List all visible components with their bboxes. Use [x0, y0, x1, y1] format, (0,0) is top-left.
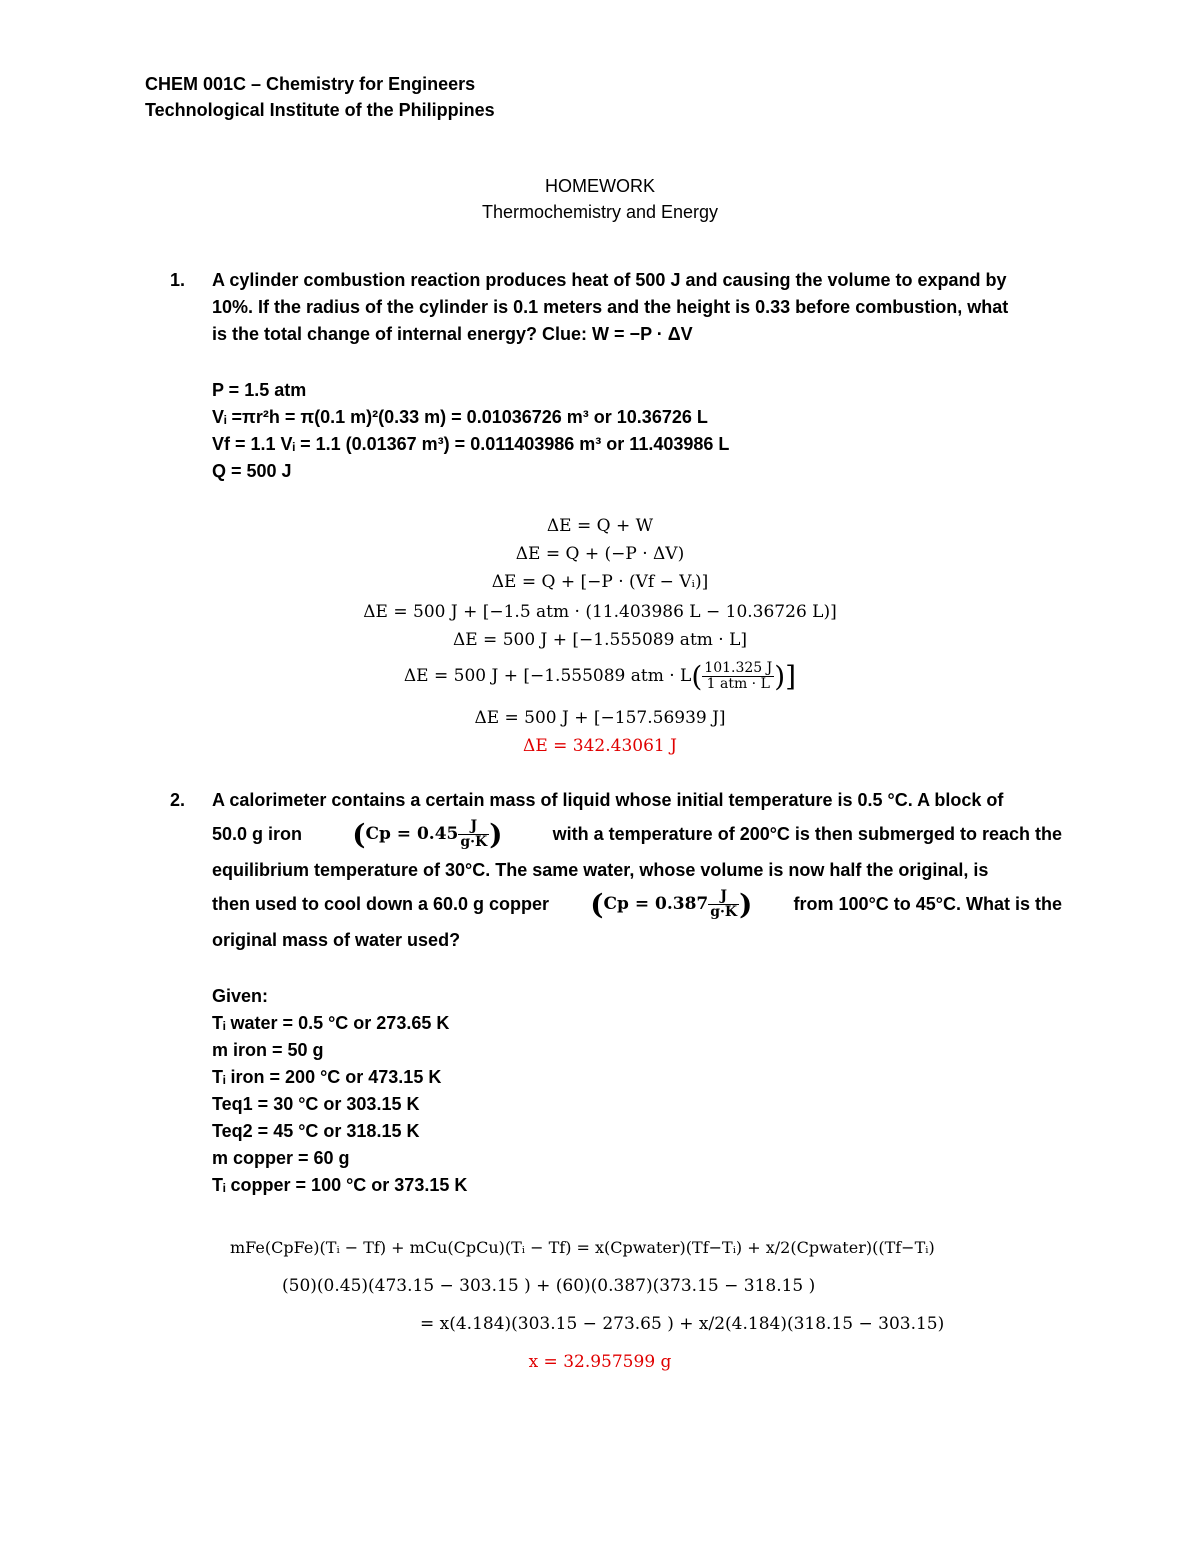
- q1-equation-4: ΔE = 500 J + [−1.5 atm · (11.403986 L − 10.36726 L)]: [363, 602, 837, 622]
- q1-conversion-fraction: $\frac{101.325 J}{\text{1 atm · L}}$: [704, 660, 773, 692]
- question-1-line-2: 10%. If the radius of the cylinder is 0.1 meters and the height is 0.33 before combustion, what: [212, 297, 1009, 317]
- q2-given-0: Tᵢ water = 0.5 °C or 273.65 K: [212, 1013, 450, 1033]
- q1-equation-6: ΔE = 500 J + [−1.555089 atm · L( $\frac{101.325 J}{\text{1 atm · L}}$ )]: [403, 660, 797, 693]
- q1-equation-5: ΔE = 500 J + [−1.555089 atm · L]: [452, 630, 748, 650]
- q1-equation-3: ΔE = Q + [−P · (Vf − Vᵢ)]: [491, 572, 709, 592]
- question-2-line-3: equilibrium temperature of 30°C. The same water, whose volume is now half the original, is: [212, 860, 989, 880]
- question-2-line-1: A calorimeter contains a certain mass of liquid whose initial temperature is 0.5 °C. A block of: [212, 790, 1004, 810]
- q1-equation-1: ΔE = Q + W: [546, 516, 654, 536]
- question-2-line-4: [212, 886, 1062, 922]
- q1-initial-volume: Vᵢ =πr²h = π(0.1 m)²(0.33 m) = 0.01036726 m³ or 10.36726 L: [212, 407, 708, 427]
- q2-given-label: Given:: [212, 986, 269, 1006]
- q1-final-volume: Vf = 1.1 Vᵢ = 1.1 (0.01367 m³) = 0.011403986 m³ or 11.403986 L: [212, 434, 730, 454]
- q1-answer: ΔE = 342.43061 J: [523, 736, 677, 756]
- q1-equation-6-left: ΔE = 500 J + [−1.555089 atm · L: [403, 666, 692, 686]
- homework-heading: HOMEWORK: [545, 176, 655, 196]
- q2-answer: x = 32.957599 g: [528, 1352, 672, 1372]
- q2-line2-start: 50.0 g iron: [212, 823, 303, 844]
- q2-equation-1: mFe(CpFe)(Tᵢ − Tf) + mCu(CpCu)(Tᵢ − Tf) = x(Cpwater)(Tf−Tᵢ) + x/2(Cpwater)((Tf−Tᵢ): [230, 1238, 935, 1257]
- question-1-line-1: A cylinder combustion reaction produces heat of 500 J and causing the volume to expand by: [212, 270, 1007, 290]
- q1-equation-2: ΔE = Q + (−P · ΔV): [515, 544, 685, 564]
- q1-heat: Q = 500 J: [212, 461, 292, 481]
- course-title: CHEM 001C – Chemistry for Engineers: [145, 74, 476, 94]
- q2-given-5: m copper = 60 g: [212, 1148, 350, 1168]
- question-1-number: 1.: [170, 270, 186, 290]
- school-name: Technological Institute of the Philippines: [145, 100, 495, 120]
- q2-equation-3: = x(4.184)(303.15 − 273.65 ) + x/2(4.184)(318.15 − 303.15): [420, 1314, 945, 1334]
- q2-given-6: Tᵢ copper = 100 °C or 373.15 K: [212, 1175, 468, 1195]
- q2-iron-heat-capacity: (Cp = 0.45 $\frac{J}{g\cdot K}$ ): [352, 817, 503, 851]
- question-2-number: 2.: [170, 790, 186, 810]
- homework-topic: Thermochemistry and Energy: [481, 202, 719, 222]
- q2-equation-2: (50)(0.45)(473.15 − 303.15 ) + (60)(0.387)(373.15 − 318.15 ): [282, 1276, 816, 1296]
- q2-line4-start: then used to cool down a 60.0 g copper: [212, 893, 550, 914]
- q2-line2-end: with a temperature of 200°C is then submerged to reach the: [552, 823, 1062, 844]
- q2-copper-heat-capacity: (Cp = 0.387 $\frac{J}{g\cdot K}$ ): [590, 887, 753, 921]
- q2-given-3: Teq1 = 30 °C or 303.15 K: [212, 1094, 420, 1114]
- q2-given-2: Tᵢ iron = 200 °C or 473.15 K: [212, 1067, 442, 1087]
- q1-equation-7: ΔE = 500 J + [−157.56939 J]: [474, 708, 726, 728]
- q2-given-1: m iron = 50 g: [212, 1040, 324, 1060]
- q2-given-4: Teq2 = 45 °C or 318.15 K: [212, 1121, 420, 1141]
- question-2-line-2: [212, 816, 1062, 852]
- question-2-line-5: original mass of water used?: [212, 930, 461, 950]
- q1-pressure: P = 1.5 atm: [212, 380, 307, 400]
- question-1-line-3: is the total change of internal energy? Clue: W = −P · ΔV: [212, 324, 693, 344]
- q2-line4-end: from 100°C to 45°C. What is the: [793, 893, 1062, 914]
